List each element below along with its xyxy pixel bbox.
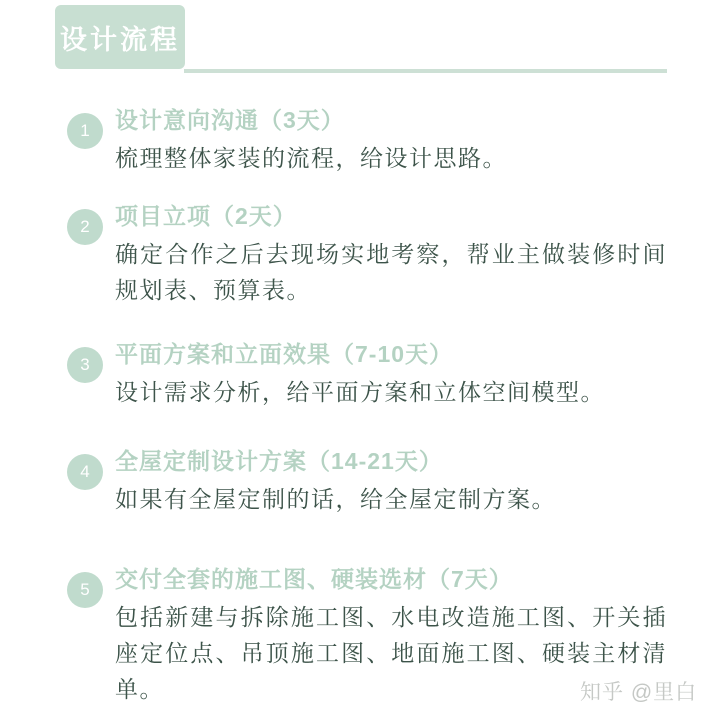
- step-item-2: [67, 200, 667, 308]
- step-title: 设计意向沟通（3天）: [115, 107, 345, 133]
- step-title: 平面方案和立面效果（7-10天）: [115, 341, 454, 367]
- step-title: 项目立项（2天）: [115, 203, 297, 229]
- step-number-badge: 3: [67, 347, 103, 383]
- section-badge-label: 设计流程: [60, 24, 180, 55]
- step-number-badge: 1: [67, 113, 103, 149]
- step-number-badge: 2: [67, 209, 103, 245]
- step-number-badge: 4: [67, 454, 103, 490]
- step-description: 确定合作之后去现场实地考察，帮业主做装修时间规划表、预算表。: [115, 241, 667, 303]
- header-divider-line: [184, 69, 667, 73]
- step-item-1: [67, 104, 667, 176]
- zhihu-watermark: 知乎 @里白: [580, 681, 698, 704]
- step-description: 设计需求分析，给平面方案和立体空间模型。: [115, 379, 605, 405]
- step-title: 全屋定制设计方案（14-21天）: [115, 448, 443, 474]
- step-number-badge: 5: [67, 572, 103, 608]
- step-item-4: [67, 445, 667, 517]
- section-badge: [55, 5, 185, 69]
- step-item-5: [67, 563, 667, 707]
- step-description: 如果有全屋定制的话，给全屋定制方案。: [115, 486, 556, 512]
- step-item-3: [67, 338, 667, 410]
- step-description: 包括新建与拆除施工图、水电改造施工图、开关插座定位点、吊顶施工图、地面施工图、硬装主材清单。: [115, 604, 667, 702]
- step-title: 交付全套的施工图、硬装选材（7天）: [115, 566, 513, 592]
- step-description: 梳理整体家装的流程，给设计思路。: [115, 145, 507, 171]
